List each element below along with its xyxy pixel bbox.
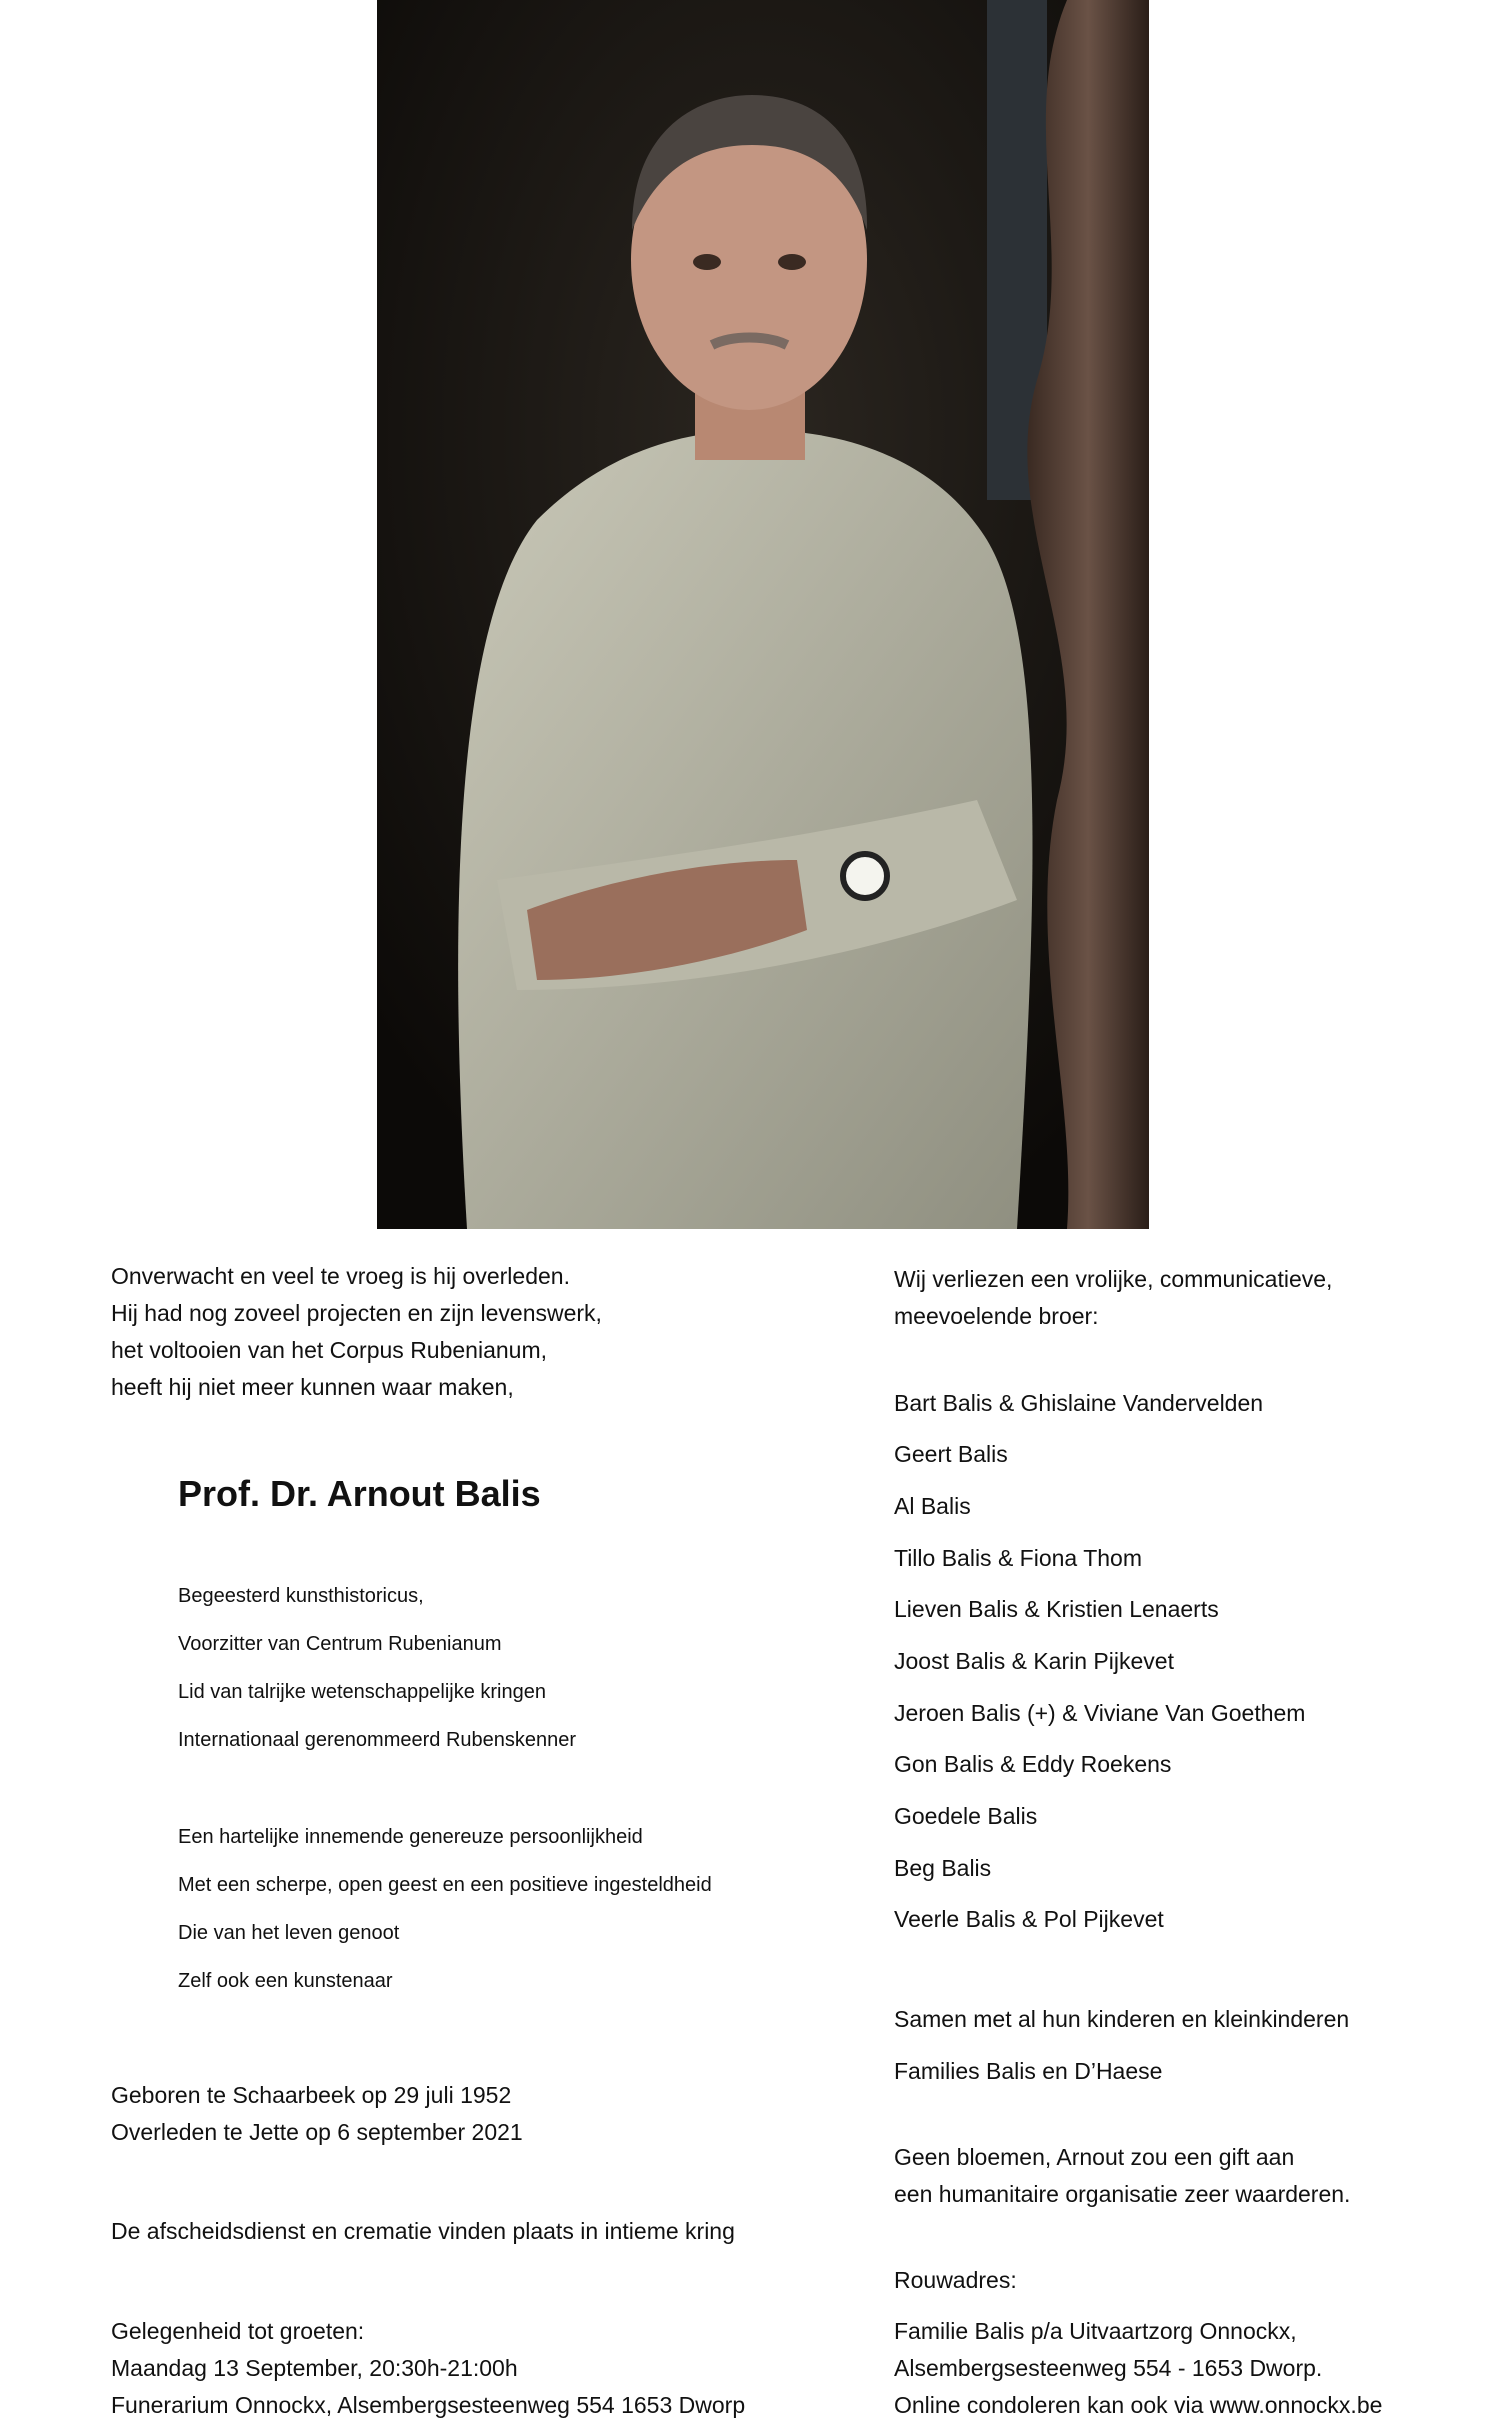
address-line: Familie Balis p/a Uitvaartzorg Onnockx, [894, 2318, 1297, 2344]
mourner-name: Jeroen Balis (+) & Viviane Van Goethem [894, 1700, 1306, 1726]
title-line: Voorzitter van Centrum Rubenianum [178, 1633, 502, 1655]
condolence-line: Online condoleren kan ook via www.onnockx.be [894, 2392, 1383, 2418]
family-line: Samen met al hun kinderen en kleinkinderen [894, 2006, 1350, 2032]
mourners-intro: meevoelende broer: [894, 1303, 1099, 1329]
mourner-name: Tillo Balis & Fiona Thom [894, 1545, 1142, 1571]
birth-line: Geboren te Schaarbeek op 29 juli 1952 [111, 2082, 512, 2108]
mourner-name: Joost Balis & Karin Pijkevet [894, 1648, 1174, 1674]
mourner-name: Beg Balis [894, 1855, 992, 1881]
intro-block [111, 1258, 831, 1406]
quality-line: Die van het leven genoot [178, 1922, 400, 1944]
visitation-when: Maandag 13 September, 20:30h-21:00h [111, 2355, 518, 2381]
intro-line: heeft hij niet meer kunnen waar maken, [111, 1374, 514, 1400]
portrait-photo [377, 0, 1149, 1229]
quality-line: Een hartelijke innemende genereuze persoonlijkheid [178, 1826, 643, 1848]
mourner-name: Lieven Balis & Kristien Lenaerts [894, 1596, 1219, 1622]
mourner-name: Al Balis [894, 1493, 971, 1519]
address-heading: Rouwadres: [894, 2267, 1017, 2293]
flowers-line: Geen bloemen, Arnout zou een gift aan [894, 2144, 1295, 2170]
title-line: Internationaal gerenommeerd Rubenskenner [178, 1729, 577, 1751]
intro-line: het voltooien van het Corpus Rubenianum, [111, 1337, 548, 1363]
title-line: Lid van talrijke wetenschappelijke kringen [178, 1681, 546, 1703]
family-line: Families Balis en D’Haese [894, 2058, 1163, 2084]
death-line: Overleden te Jette op 6 september 2021 [111, 2119, 523, 2145]
quality-line: Met een scherpe, open geest en een positieve ingesteldheid [178, 1874, 712, 1896]
visitation-where: Funerarium Onnockx, Alsembergsesteenweg 554 1653 Dworp [111, 2392, 746, 2418]
mourner-name: Geert Balis [894, 1441, 1008, 1467]
title-line: Begeesterd kunsthistoricus, [178, 1585, 424, 1607]
service-line: De afscheidsdienst en crematie vinden plaats in intieme kring [111, 2218, 735, 2244]
visitation-heading: Gelegenheid tot groeten: [111, 2318, 365, 2344]
mourner-name: Goedele Balis [894, 1803, 1038, 1829]
mourner-name: Bart Balis & Ghislaine Vandervelden [894, 1390, 1264, 1416]
quality-line: Zelf ook een kunstenaar [178, 1970, 393, 1992]
deceased-name: Prof. Dr. Arnout Balis [178, 1473, 541, 1514]
portrait-illustration [377, 0, 1149, 1229]
mourner-name: Veerle Balis & Pol Pijkevet [894, 1906, 1164, 1932]
mourner-name: Gon Balis & Eddy Roekens [894, 1751, 1172, 1777]
intro-line: Onverwacht en veel te vroeg is hij overleden. [111, 1263, 570, 1289]
address-line: Alsembergsesteenweg 554 - 1653 Dworp. [894, 2355, 1323, 2381]
mourners-intro: Wij verliezen een vrolijke, communicatieve, [894, 1266, 1333, 1292]
flowers-line: een humanitaire organisatie zeer waarderen. [894, 2181, 1351, 2207]
intro-line: Hij had nog zoveel projecten en zijn levenswerk, [111, 1300, 602, 1326]
